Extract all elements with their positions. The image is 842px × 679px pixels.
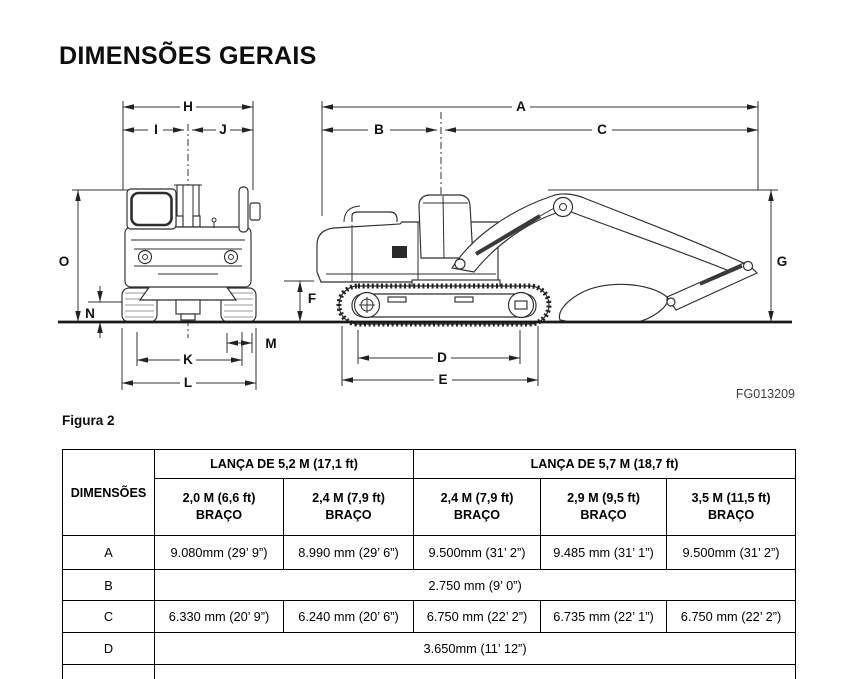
dim-label-g: G: [776, 254, 788, 269]
value-cell: 9.500mm (31’ 2”): [667, 536, 796, 570]
dim-label-i: I: [154, 122, 158, 137]
arm-header-cell: [541, 479, 667, 536]
value-cell: 6.750 mm (22’ 2”): [414, 601, 541, 633]
arm-header-cell: [284, 479, 414, 536]
dim-label-h: H: [183, 99, 193, 114]
value-cell: 9.485 mm (31’ 1”): [541, 536, 667, 570]
arm-size: 2,0 M (6,6 ft): [182, 491, 256, 505]
table-row-dim-b: [63, 570, 796, 601]
table-row-boom-groups: [63, 450, 796, 479]
dim-label-e: E: [438, 372, 448, 387]
value-cell: 8.990 mm (29’ 6”): [284, 536, 414, 570]
arm-size: 2,4 M (7,9 ft): [440, 491, 514, 505]
dim-label-d: D: [437, 350, 447, 365]
dim-label-f: F: [307, 291, 317, 306]
table-row-dim-e: [63, 665, 796, 679]
side-view: [317, 99, 787, 387]
arm-header-cell: [414, 479, 541, 536]
dim-letter-cell: B: [63, 570, 155, 601]
dim-label-k: K: [183, 352, 193, 367]
arm-size: 3,5 M (11,5 ft): [691, 491, 771, 505]
arm-word: BRAÇO: [325, 508, 372, 522]
dim-letter-cell: [63, 665, 155, 679]
merged-value-cell: 3.650mm (11’ 12”): [155, 633, 796, 665]
excavator-front-drawing: [122, 185, 260, 322]
dim-label-a: A: [516, 99, 526, 114]
value-cell: 9.080mm (29’ 9”): [155, 536, 284, 570]
dim-label-b: B: [374, 122, 384, 137]
value-cell: 6.750 mm (22’ 2”): [667, 601, 796, 633]
table-row-dim-d: [63, 633, 796, 665]
arm-header-cell: [667, 479, 796, 536]
merged-value-cell: [155, 665, 796, 679]
figure-code: FG013209: [735, 387, 795, 401]
dim-letter-cell: A: [63, 536, 155, 570]
value-cell: 6.330 mm (20’ 9”): [155, 601, 284, 633]
arm-word: BRAÇO: [580, 508, 627, 522]
dim-label-m: M: [265, 336, 277, 351]
dim-label-c: C: [597, 122, 607, 137]
corner-header-cell: DIMENSÕES: [63, 450, 155, 536]
arm-word: BRAÇO: [707, 508, 755, 522]
excavator-side-drawing: [317, 194, 757, 324]
arm-word: BRAÇO: [453, 508, 501, 522]
table-row-dim-a: [63, 536, 796, 570]
arm-header-cell: [155, 479, 284, 536]
boom-group-1-cell: LANÇA DE 5,2 M (17,1 ft): [155, 450, 414, 479]
value-cell: 6.735 mm (22’ 1”): [541, 601, 667, 633]
dim-letter-cell: C: [63, 601, 155, 633]
merged-value-cell: 2.750 mm (9’ 0”): [155, 570, 796, 601]
dim-letter-cell: D: [63, 633, 155, 665]
arm-size: 2,4 M (7,9 ft): [312, 491, 385, 505]
dim-label-j: J: [219, 122, 227, 137]
value-cell: 6.240 mm (20’ 6”): [284, 601, 414, 633]
front-view: [59, 99, 316, 390]
page-title: DIMENSÕES GERAIS: [59, 42, 317, 70]
dimensions-table: [62, 449, 796, 679]
dim-label-n: N: [85, 306, 95, 321]
table-row-dim-c: [63, 601, 796, 633]
arm-size: 2,9 M (9,5 ft): [567, 491, 640, 505]
table-row-arm-headers: [63, 479, 796, 536]
dimensions-diagram: [0, 88, 842, 410]
arm-word: BRAÇO: [195, 508, 243, 522]
dim-label-o: O: [58, 254, 70, 269]
dim-label-l: L: [183, 375, 193, 390]
boom-group-2-cell: LANÇA DE 5,7 M (18,7 ft): [414, 450, 796, 479]
value-cell: 9.500mm (31’ 2”): [414, 536, 541, 570]
figure-caption: Figura 2: [62, 413, 115, 428]
